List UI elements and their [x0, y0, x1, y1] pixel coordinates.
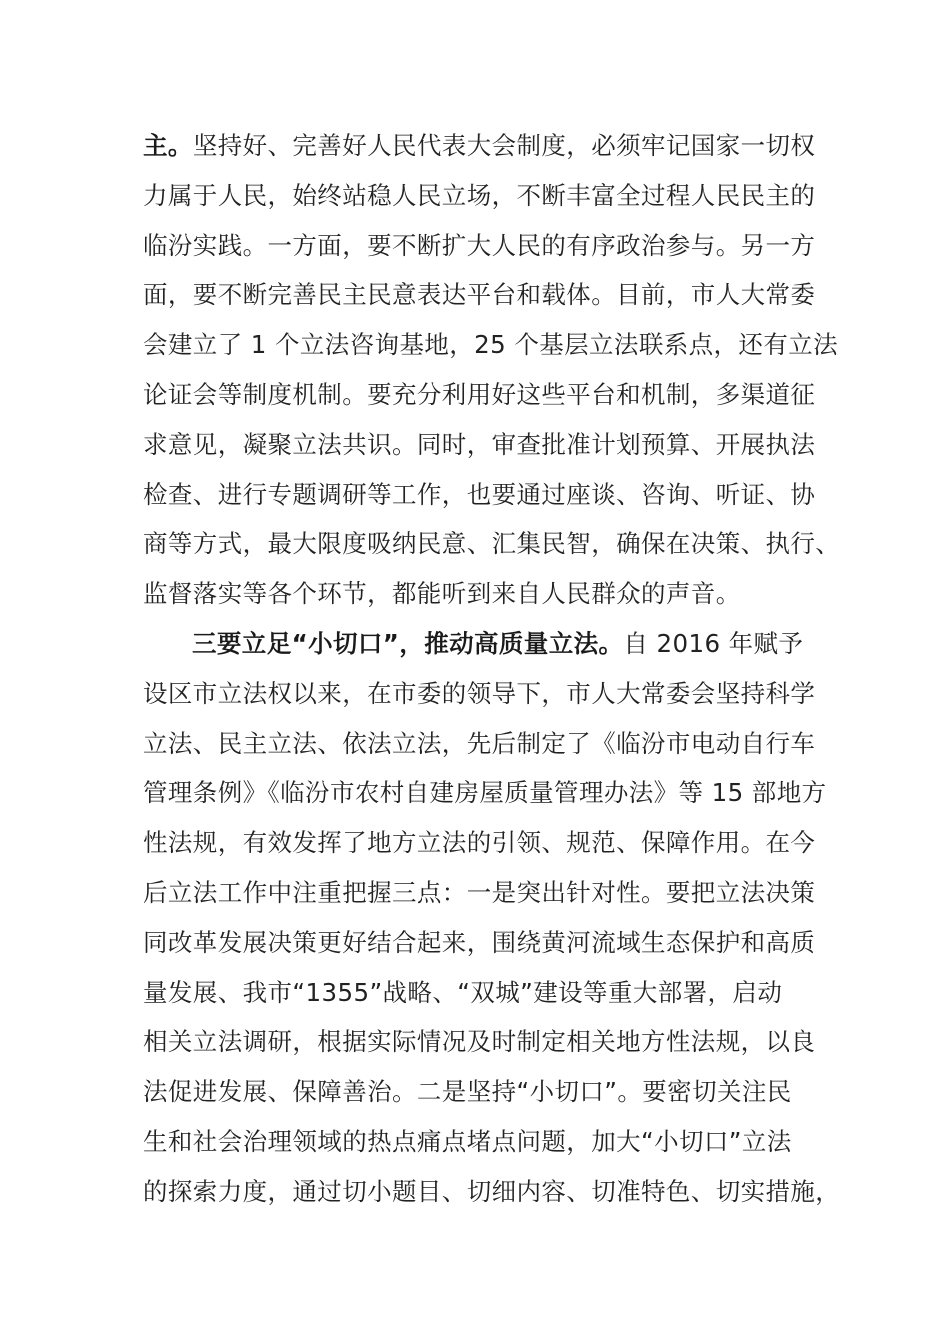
text-line: 求意见，凝聚立法共识。同时，审查批准计划预算、开展执法 — [143, 429, 816, 459]
text-line: 商等方式，最大限度吸纳民意、汇集民智，确保在决策、执行、 — [143, 529, 841, 559]
text-line — [143, 121, 816, 171]
text-line: 生和社会治理领域的热点痛点堵点问题，加大“小切口”立法 — [143, 1126, 792, 1156]
text-line: 管理条例》《临汾市农村自建房屋质量管理办法》等 15 部地方 — [143, 778, 827, 808]
line-text: 坚持好、完善好人民代表大会制度，必须牢记国家一切权 — [192, 131, 816, 160]
text-line: 设区市立法权以来，在市委的领导下，市人大常委会坚持科学 — [143, 678, 816, 708]
text-line: 会建立了 1 个立法咨询基地，25 个基层立法联系点，还有立法 — [143, 330, 839, 360]
text-line: 后立法工作中注重把握三点：一是突出针对性。要把立法决策 — [143, 877, 816, 907]
body-text — [143, 121, 841, 1217]
text-line: 性法规，有效发挥了地方立法的引领、规范、保障作用。在今 — [143, 828, 816, 858]
text-line: 论证会等制度机制。要充分利用好这些平台和机制，多渠道征 — [143, 379, 816, 409]
paragraph-heading-line — [143, 619, 813, 669]
bold-lead: 主。 — [143, 131, 193, 160]
text-line: 立法、民主立法、依法立法，先后制定了《临汾市电动自行车 — [143, 728, 816, 758]
text-line: 面，要不断完善民主民意表达平台和载体。目前，市人大常委 — [143, 280, 816, 310]
text-line: 力属于人民，始终站稳人民立场，不断丰富全过程人民民主的 — [143, 180, 816, 210]
text-line: 相关立法调研，根据实际情况及时制定相关地方性法规，以良 — [143, 1027, 816, 1057]
text-line: 法促进发展、保障善治。二是坚持“小切口”。要密切关注民 — [143, 1077, 792, 1107]
section-heading: 三要立足“小切口”，推动高质量立法。 — [192, 628, 624, 658]
text-line: 量发展、我市“1355”战略、“双城”建设等重大部署，启动 — [143, 977, 783, 1007]
text-line: 临汾实践。一方面，要不断扩大人民的有序政治参与。另一方 — [143, 230, 816, 260]
text-line: 的探索力度，通过切小题目、切细内容、切准特色、切实措施， — [143, 1176, 841, 1206]
line-text: 自 2016 年赋予 — [623, 628, 804, 658]
text-line: 监督落实等各个环节，都能听到来自人民群众的声音。 — [143, 579, 741, 609]
text-line: 检查、进行专题调研等工作，也要通过座谈、咨询、听证、协 — [143, 479, 816, 509]
text-line: 同改革发展决策更好结合起来，围绕黄河流域生态保护和高质 — [143, 927, 816, 957]
